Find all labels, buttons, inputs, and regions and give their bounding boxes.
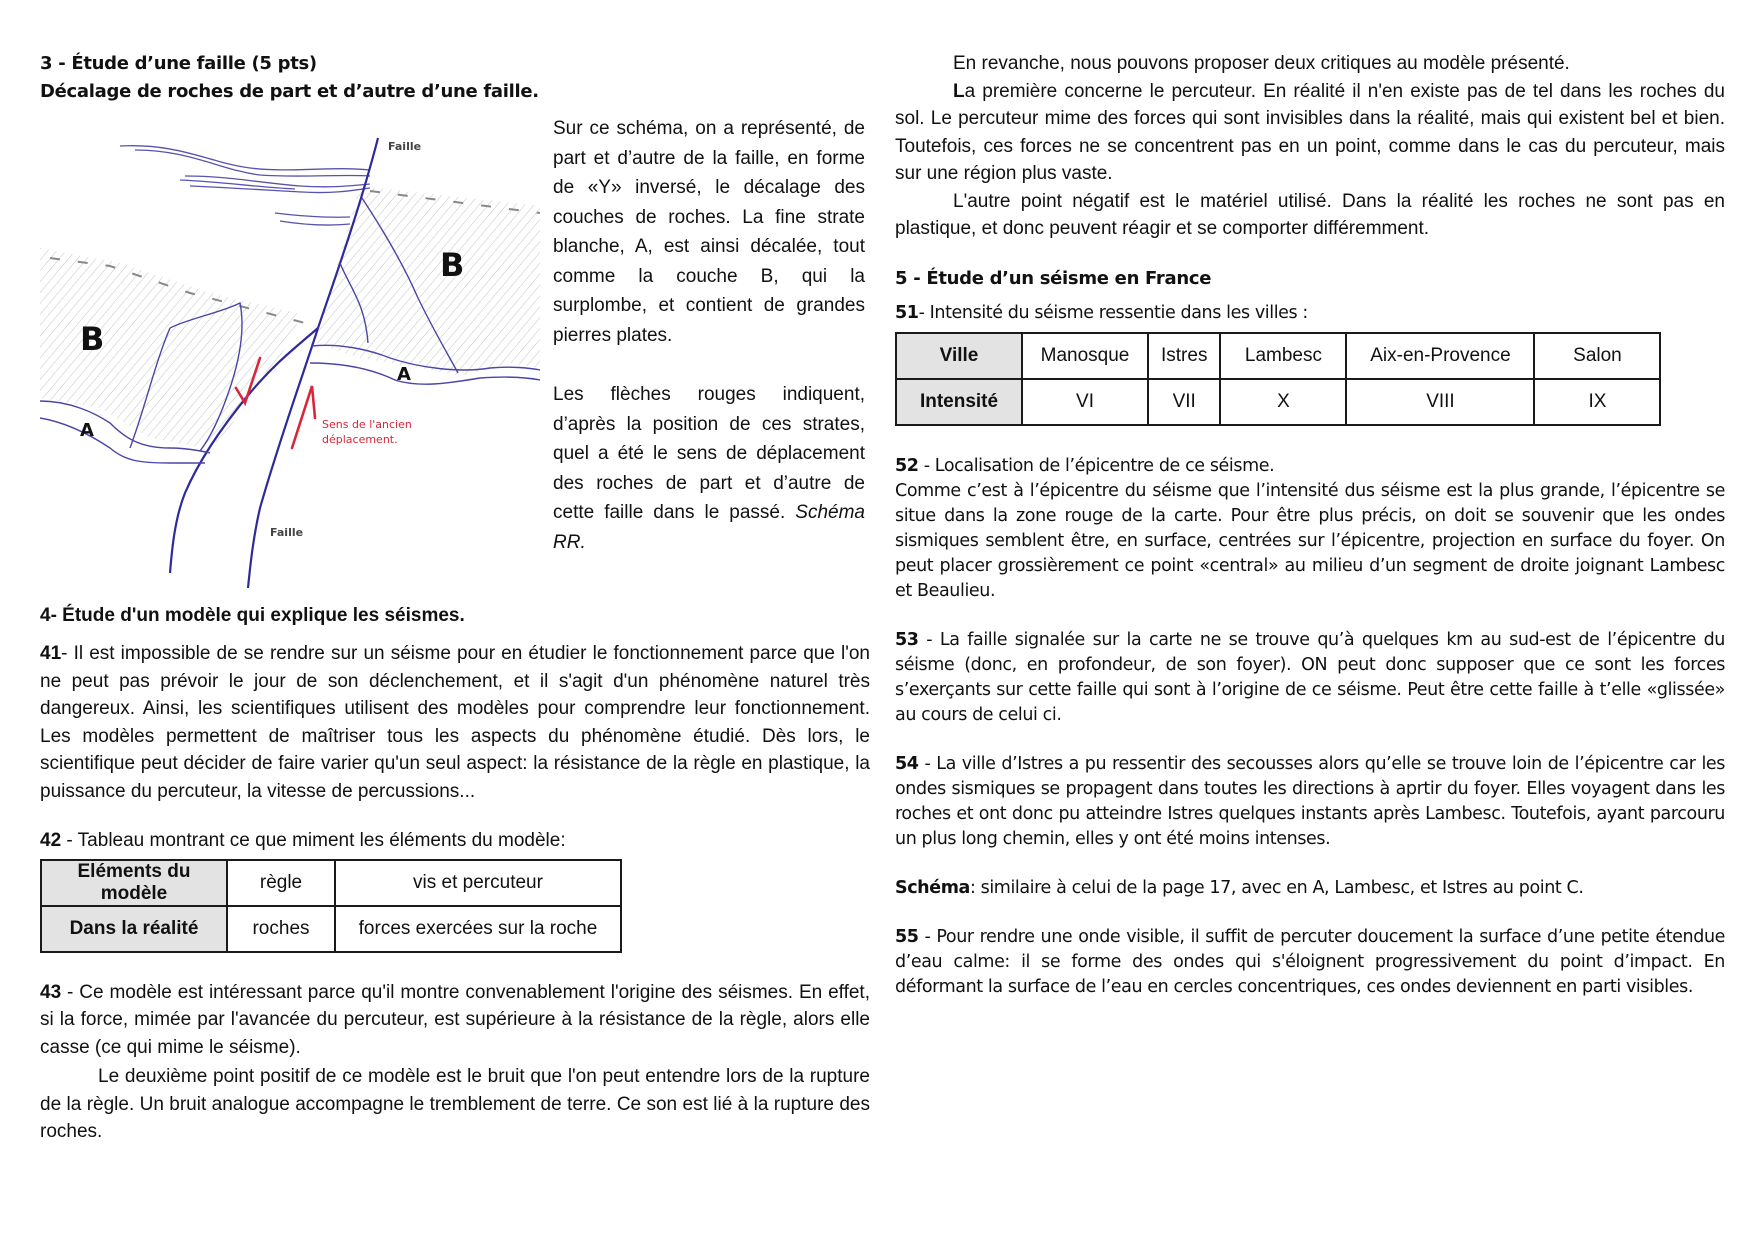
table-header-cell: Ville <box>896 333 1022 379</box>
intensity-cell: VI <box>1022 379 1148 425</box>
a-left-label: A <box>80 420 94 441</box>
table-row <box>41 860 621 906</box>
table-row-intensities <box>896 379 1660 425</box>
intensity-table <box>895 332 1661 426</box>
critique-2: L'autre point négatif est le matériel utilisé. Dans la réalité les roches ne sont pas en plastique, et donc peuvent réagir et se comporter différemment. <box>895 190 1725 239</box>
right-column <box>895 50 1725 1000</box>
q52-number: 52 <box>895 455 919 476</box>
legend-line-1: Sens de l'ancien <box>322 418 412 431</box>
figure-credit: Schéma RR. <box>553 502 865 553</box>
table-cell: forces exercées sur la roche <box>335 906 621 952</box>
intensity-cell: VIII <box>1346 379 1534 425</box>
faille-top-label: Faille <box>388 140 422 153</box>
q53-number: 53 <box>895 629 919 650</box>
section-5-title: 5 - Étude d’un séisme en France <box>895 267 1212 289</box>
legend-line-2: déplacement. <box>322 433 398 446</box>
figure-paragraph-1: Sur ce schéma, on a représenté, de part et d’autre de la faille, en forme de «Y» inversé, le décalage des couches de roches. La fine strate blanche, A, est ainsi décalée, tout comme la couche B, qui la surplombe, et contient de grandes pierres plates. <box>553 118 865 346</box>
intensity-cell: VII <box>1148 379 1220 425</box>
model-table <box>40 859 622 953</box>
section-3-title: 3 - Étude d’une faille (5 pts) <box>40 53 317 74</box>
critique-1: La première concerne le percuteur. En réalité il n'en existe pas de tel dans les roches du sol. Le percuteur mime des forces qui sont invisibles dans la réalité, mais qui existent bel et bien. Toutefois, ces forces ne se concentrent pas en un point, comme dans le cas du percuteur, mais sur une région plus vaste. <box>895 80 1725 184</box>
q53-paragraph: 53 - La faille signalée sur la carte ne se trouve qu’à quelques km au sud-est de l’épicentre du séisme (donc, en profondeur, de son foyer). ON peut donc supposer que ce sont les forces s’exerçants sur cette faille qui sont à l’origine de ce séisme. Peut être cette faille à t’elle «glissée» au cours de celui ci. <box>895 629 1725 725</box>
table-row-cities <box>896 333 1660 379</box>
city-cell: Istres <box>1148 333 1220 379</box>
q41-paragraph: 41- Il est impossible de se rendre sur un séisme pour en étudier le fonctionnement parce que l'on ne peut pas prévoir le jour de son déclenchement, et il s'agit d'un phénomène naturel très dangereux. Ainsi, les scientifiques utilisent des modèles pour comprendre leur fonctionnement. Les modèles permettent de maîtriser tous les aspects du phénomène étudié. Dès lors, le scientifique peut décider de faire varier qu'un seul aspect: la résistance de la règle en plastique, la puissance du percuteur, la vitesse de percussions... <box>40 643 870 802</box>
city-cell: Salon <box>1534 333 1660 379</box>
section-3-subtitle: Décalage de roches de part et d’autre d’une faille. <box>40 81 539 102</box>
figure-description <box>553 114 865 557</box>
fault-diagram <box>40 118 540 588</box>
schema-label: Schéma <box>895 877 970 898</box>
table-cell: vis et percuteur <box>335 860 621 906</box>
q54-paragraph: 54 - La ville d’Istres a pu ressentir des secousses alors qu’elle se trouve loin de l’épicentre car les ondes sismiques se propagent dans toutes les directions à aprtir du foyer. Elles voyagent dans les roches et ont donc pu atteindre Istres quelques instants après Lambesc. Toutefois, ayant parcouru un plus long chemin, elles y ont été moins intenses. <box>895 753 1725 849</box>
section-4-title: 4- Étude d'un modèle qui explique les séismes. <box>40 605 465 626</box>
city-cell: Aix-en-Provence <box>1346 333 1534 379</box>
b-left-label: B <box>80 320 105 358</box>
q43-number: 43 <box>40 981 62 1003</box>
table-cell: règle <box>227 860 335 906</box>
a-right-label: A <box>397 364 411 385</box>
q51-caption: 51- Intensité du séisme ressentie dans les villes : <box>895 302 1308 323</box>
critique-intro: En revanche, nous pouvons proposer deux critiques au modèle présenté. <box>953 53 1570 74</box>
table-row <box>41 906 621 952</box>
q55-number: 55 <box>895 926 919 947</box>
q51-number: 51 <box>895 302 919 323</box>
fault-figure-row <box>40 110 870 600</box>
q42-caption: 42 - Tableau montrant ce que miment les éléments du modèle: <box>40 830 566 851</box>
q43-paragraph: 43 - Ce modèle est intéressant parce qu'il montre convenablement l'origine des séismes. En effet, si la force, mimée par l'avancée du percuteur, est supérieure à la résistance de la règle, alors elle casse (ce qui mime le séisme). <box>40 981 870 1058</box>
city-cell: Lambesc <box>1220 333 1346 379</box>
table-cell: roches <box>227 906 335 952</box>
table-header-cell: Dans la réalité <box>41 906 227 952</box>
q55-paragraph: 55 - Pour rendre une onde visible, il suffit de percuter doucement la surface d’une petite étendue d’eau calme: il se forme des ondes qui s'éloignent progressivement du point d’impact. En déformant la surface de l’eau en cercles concentriques, ces ondes deviennent en parti visibles. <box>895 926 1725 997</box>
left-column <box>40 50 870 1146</box>
q42-number: 42 <box>40 830 62 851</box>
q52-paragraph: Comme c’est à l’épicentre du séisme que l’intensité dus séisme est la plus grande, l’épicentre se situe dans la zone rouge de la carte. Pour être plus précis, on doit se souvenir que les ondes sismiques semblent être, en surface, centrées sur l’épicentre, projection en surface du foyer. On peut placer grossièrement ce point «central» au milieu d’un segment de droite joignant Lambesc et Beaulieu. <box>895 480 1725 601</box>
schema-note: Schéma: similaire à celui de la page 17, avec en A, Lambesc, et Istres au point C. <box>895 877 1584 898</box>
intensity-cell: IX <box>1534 379 1660 425</box>
q52-title: 52 - Localisation de l’épicentre de ce séisme. <box>895 455 1275 476</box>
q43-paragraph-2: Le deuxième point positif de ce modèle est le bruit que l'on peut entendre lors de la rupture de la règle. Un bruit analogue accompagne le tremblement de terre. Ce son est lié à la rupture des roches. <box>40 1066 870 1142</box>
q41-number: 41 <box>40 643 62 664</box>
figure-paragraph-2: Les flèches rouges indiquent, d’après la position de ces strates, quel a été le sens de déplacement des roches de part et d’autre de cette faille dans le passé. Schéma RR. <box>553 384 865 553</box>
q54-number: 54 <box>895 753 919 774</box>
table-header-cell: Eléments du modèle <box>41 860 227 906</box>
b-right-label: B <box>440 246 465 284</box>
intensity-cell: X <box>1220 379 1346 425</box>
faille-bottom-label: Faille <box>270 526 304 539</box>
city-cell: Manosque <box>1022 333 1148 379</box>
table-header-cell: Intensité <box>896 379 1022 425</box>
